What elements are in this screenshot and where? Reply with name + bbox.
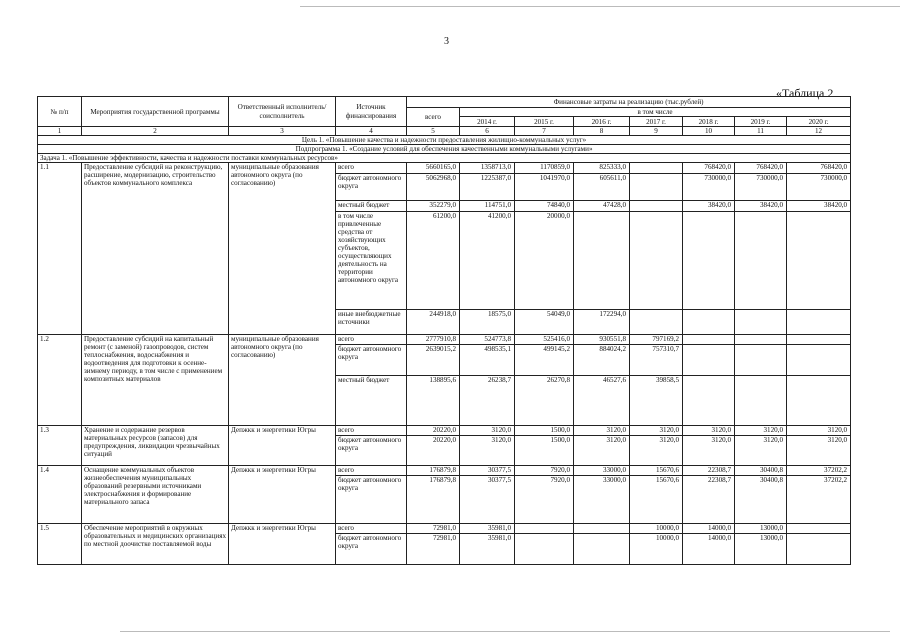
table-row <box>38 466 851 476</box>
amount-cell <box>787 212 851 310</box>
amount-cell: 35981,0 <box>460 534 515 565</box>
amount-cell <box>574 212 630 310</box>
table-row <box>38 426 851 436</box>
amount-cell: 176879,8 <box>407 466 460 476</box>
amount-cell <box>787 524 851 534</box>
amount-cell <box>787 376 851 426</box>
amount-cell: 1500,0 <box>515 426 574 436</box>
amount-cell: 7920,0 <box>515 466 574 476</box>
amount-cell: 525416,0 <box>515 335 574 345</box>
amount-cell: 3120,0 <box>683 436 735 466</box>
amount-cell <box>683 335 735 345</box>
amount-cell <box>683 310 735 335</box>
amount-cell <box>787 335 851 345</box>
amount-cell: 3120,0 <box>460 436 515 466</box>
header-col-index: 4 <box>336 127 407 136</box>
table-row <box>38 335 851 345</box>
header-year: 2014 г. <box>460 117 515 127</box>
amount-cell: 13000,0 <box>735 524 787 534</box>
amount-cell: 38420,0 <box>787 201 851 212</box>
amount-cell: 797169,2 <box>630 335 683 345</box>
funding-source: бюджет автономного округа <box>336 534 407 565</box>
amount-cell: 730000,0 <box>787 174 851 201</box>
amount-cell: 72981,0 <box>407 524 460 534</box>
header-col-index: 1 <box>38 127 82 136</box>
amount-cell <box>630 212 683 310</box>
item-activity: Предоставление субсидий на реконструкцию, расширение, модернизацию, строительство объектов коммунального комплекса <box>82 163 229 335</box>
header-col-index: 11 <box>735 127 787 136</box>
header-row-1 <box>38 97 851 108</box>
subprogram-row <box>38 145 851 154</box>
amount-cell <box>630 174 683 201</box>
amount-cell <box>515 534 574 565</box>
amount-cell: 54049,0 <box>515 310 574 335</box>
amount-cell: 1041970,0 <box>515 174 574 201</box>
header-year: 2020 г. <box>787 117 851 127</box>
amount-cell <box>735 335 787 345</box>
funding-source: бюджет автономного округа <box>336 174 407 201</box>
amount-cell: 30400,8 <box>735 476 787 524</box>
amount-cell: 3120,0 <box>683 426 735 436</box>
amount-cell: 74840,0 <box>515 201 574 212</box>
header-col-index: 10 <box>683 127 735 136</box>
amount-cell <box>683 376 735 426</box>
amount-cell: 18575,0 <box>460 310 515 335</box>
amount-cell <box>787 345 851 376</box>
funding-source: всего <box>336 524 407 534</box>
amount-cell: 26270,8 <box>515 376 574 426</box>
financing-table <box>37 96 851 565</box>
amount-cell <box>574 524 630 534</box>
amount-cell: 1500,0 <box>515 436 574 466</box>
funding-source: всего <box>336 335 407 345</box>
amount-cell: 352279,0 <box>407 201 460 212</box>
amount-cell: 7920,0 <box>515 476 574 524</box>
header-num: № п/п <box>38 97 82 127</box>
header-col-index: 3 <box>229 127 336 136</box>
amount-cell: 3120,0 <box>787 436 851 466</box>
amount-cell: 825333,0 <box>574 163 630 174</box>
amount-cell: 20000,0 <box>515 212 574 310</box>
funding-source: бюджет автономного округа <box>336 345 407 376</box>
amount-cell: 524773,8 <box>460 335 515 345</box>
amount-cell: 3120,0 <box>574 426 630 436</box>
amount-cell: 39858,5 <box>630 376 683 426</box>
amount-cell: 1225387,0 <box>460 174 515 201</box>
amount-cell: 10000,0 <box>630 534 683 565</box>
funding-source: всего <box>336 426 407 436</box>
amount-cell: 20220,0 <box>407 436 460 466</box>
page-number: 3 <box>444 36 449 47</box>
amount-cell: 3120,0 <box>630 436 683 466</box>
table-row <box>38 524 851 534</box>
header-col-index: 5 <box>407 127 460 136</box>
amount-cell <box>515 524 574 534</box>
header-col-index: 12 <box>787 127 851 136</box>
amount-cell: 172294,0 <box>574 310 630 335</box>
item-responsible: Депжкк и энергетики Югры <box>229 426 336 466</box>
amount-cell: 38420,0 <box>683 201 735 212</box>
item-activity: Оснащение коммунальных объектов жизнеобеспечения муниципальных образований резервными источниками электроснабжения и формирование материального запаса <box>82 466 229 524</box>
amount-cell: 3120,0 <box>787 426 851 436</box>
amount-cell: 5062968,0 <box>407 174 460 201</box>
header-col-index: 2 <box>82 127 229 136</box>
amount-cell <box>630 201 683 212</box>
header-year: 2015 г. <box>515 117 574 127</box>
funding-source: всего <box>336 466 407 476</box>
amount-cell: 3120,0 <box>630 426 683 436</box>
amount-cell: 1358713,0 <box>460 163 515 174</box>
amount-cell: 30377,5 <box>460 476 515 524</box>
amount-cell <box>630 310 683 335</box>
header-index-row <box>38 127 851 136</box>
amount-cell: 72981,0 <box>407 534 460 565</box>
amount-cell: 499145,2 <box>515 345 574 376</box>
item-responsible: Депжкк и энергетики Югры <box>229 524 336 565</box>
goal-row <box>38 136 851 145</box>
amount-cell: 30400,8 <box>735 466 787 476</box>
amount-cell: 20220,0 <box>407 426 460 436</box>
header-col-index: 6 <box>460 127 515 136</box>
amount-cell <box>787 310 851 335</box>
table-body <box>38 97 851 565</box>
amount-cell: 244918,0 <box>407 310 460 335</box>
goal-text: Цель 1. «Повышение качества и надежности предоставления жилищно-коммунальных услуг» <box>38 136 851 145</box>
amount-cell: 176879,8 <box>407 476 460 524</box>
item-number: 1.1 <box>38 163 82 335</box>
funding-source: бюджет автономного округа <box>336 436 407 466</box>
header-source: Источник финансирования <box>336 97 407 127</box>
item-number: 1.4 <box>38 466 82 524</box>
item-responsible: муниципальные образования автономного округа (по согласованию) <box>229 335 336 426</box>
header-finance: Финансовые затраты на реализацию (тыс.рублей) <box>407 97 851 108</box>
header-responsible: Ответственный исполнитель/ соисполнитель <box>229 97 336 127</box>
item-number: 1.2 <box>38 335 82 426</box>
amount-cell: 884024,2 <box>574 345 630 376</box>
amount-cell <box>735 376 787 426</box>
amount-cell: 22308,7 <box>683 466 735 476</box>
amount-cell <box>787 534 851 565</box>
funding-source: всего <box>336 163 407 174</box>
amount-cell: 41200,0 <box>460 212 515 310</box>
amount-cell: 498535,1 <box>460 345 515 376</box>
amount-cell: 37202,2 <box>787 466 851 476</box>
amount-cell: 757310,7 <box>630 345 683 376</box>
amount-cell: 22308,7 <box>683 476 735 524</box>
item-responsible: Депжкк и энергетики Югры <box>229 466 336 524</box>
item-number: 1.5 <box>38 524 82 565</box>
funding-source: иные внебюджетные источники <box>336 310 407 335</box>
item-activity: Обеспечение мероприятий в окружных образовательных и медицинских организациях по местной доочистке поставляемой воды <box>82 524 229 565</box>
item-activity: Хранение и содержание резервов материальных ресурсов (запасов) для предупреждения, ликвидации чрезвычайных ситуаций <box>82 426 229 466</box>
header-including: в том числе <box>460 108 851 117</box>
amount-cell: 1170859,0 <box>515 163 574 174</box>
scan-edge-bottom <box>120 631 890 632</box>
funding-source: в том числе привлеченные средства от хозяйствующих субъектов, осуществляющих деятельность на территории автономного округа <box>336 212 407 310</box>
amount-cell: 33000,0 <box>574 466 630 476</box>
amount-cell: 5660165,0 <box>407 163 460 174</box>
amount-cell: 3120,0 <box>460 426 515 436</box>
header-year: 2016 г. <box>574 117 630 127</box>
amount-cell <box>735 212 787 310</box>
amount-cell <box>683 212 735 310</box>
amount-cell: 26238,7 <box>460 376 515 426</box>
funding-source: местный бюджет <box>336 201 407 212</box>
amount-cell: 14000,0 <box>683 524 735 534</box>
amount-cell <box>735 310 787 335</box>
task-row <box>38 154 851 163</box>
header-year: 2018 г. <box>683 117 735 127</box>
amount-cell: 2777910,8 <box>407 335 460 345</box>
table-row <box>38 163 851 174</box>
header-col-index: 7 <box>515 127 574 136</box>
amount-cell: 2639015,2 <box>407 345 460 376</box>
amount-cell <box>574 534 630 565</box>
amount-cell: 61200,0 <box>407 212 460 310</box>
amount-cell: 46527,6 <box>574 376 630 426</box>
amount-cell: 13000,0 <box>735 534 787 565</box>
amount-cell: 33000,0 <box>574 476 630 524</box>
amount-cell: 15670,6 <box>630 466 683 476</box>
amount-cell: 605611,0 <box>574 174 630 201</box>
amount-cell: 768420,0 <box>735 163 787 174</box>
header-activity: Мероприятия государственной программы <box>82 97 229 127</box>
amount-cell: 38420,0 <box>735 201 787 212</box>
amount-cell: 30377,5 <box>460 466 515 476</box>
amount-cell: 730000,0 <box>683 174 735 201</box>
scan-edge-top <box>300 6 900 7</box>
item-number: 1.3 <box>38 426 82 466</box>
task-text: Задача 1. «Повышение эффективности, качества и надежности поставки коммунальных ресурсов» <box>38 154 851 163</box>
funding-source: местный бюджет <box>336 376 407 426</box>
item-responsible: муниципальные образования автономного округа (по согласованию) <box>229 163 336 335</box>
amount-cell: 3120,0 <box>735 426 787 436</box>
subprogram-text: Подпрограмма 1. «Создание условий для обеспечения качественными коммунальными услугами» <box>38 145 851 154</box>
amount-cell: 768420,0 <box>683 163 735 174</box>
amount-cell: 35981,0 <box>460 524 515 534</box>
header-year: 2017 г. <box>630 117 683 127</box>
amount-cell: 14000,0 <box>683 534 735 565</box>
amount-cell: 730000,0 <box>735 174 787 201</box>
amount-cell <box>683 345 735 376</box>
amount-cell: 930551,8 <box>574 335 630 345</box>
amount-cell: 3120,0 <box>574 436 630 466</box>
amount-cell <box>735 345 787 376</box>
header-col-index: 8 <box>574 127 630 136</box>
amount-cell: 138895,6 <box>407 376 460 426</box>
item-activity: Предоставление субсидий на капитальный ремонт (с заменой) газопроводов, систем теплоснабжения, водоснабжения и водоотведения для подготовки к осенне-зимнему периоду, в том числе с применением композитных материалов <box>82 335 229 426</box>
amount-cell: 15670,6 <box>630 476 683 524</box>
header-year: 2019 г. <box>735 117 787 127</box>
amount-cell: 768420,0 <box>787 163 851 174</box>
table-title: «Таблица 2 <box>776 86 834 100</box>
amount-cell: 10000,0 <box>630 524 683 534</box>
amount-cell: 47428,0 <box>574 201 630 212</box>
header-total: всего <box>407 108 460 127</box>
amount-cell: 3120,0 <box>735 436 787 466</box>
amount-cell: 37202,2 <box>787 476 851 524</box>
header-col-index: 9 <box>630 127 683 136</box>
funding-source: бюджет автономного округа <box>336 476 407 524</box>
amount-cell: 114751,0 <box>460 201 515 212</box>
amount-cell <box>630 163 683 174</box>
